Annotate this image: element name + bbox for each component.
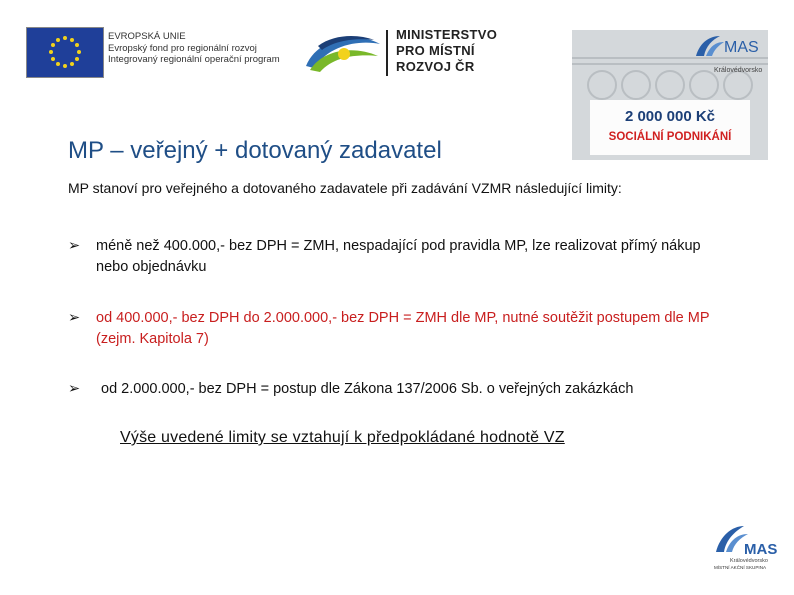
ministry-emblem-icon — [300, 26, 384, 78]
svg-text:Královédvorsko: Královédvorsko — [730, 558, 768, 564]
mas-amount: 2 000 000 Kč — [624, 108, 716, 125]
eu-stars-icon — [27, 28, 103, 77]
eu-line-1: EVROPSKÁ UNIE — [108, 31, 186, 42]
ministry-line-1: MINISTERSTVO — [396, 27, 498, 42]
intro-paragraph: MP stanoví pro veřejného a dotovaného zadavatele při zadávání VZMR následující limity: — [68, 180, 622, 196]
svg-text:MAS: MAS — [744, 541, 778, 558]
svg-text:MÍSTNÍ AKČNÍ SKUPINA: MÍSTNÍ AKČNÍ SKUPINA — [714, 565, 767, 570]
bullet-text-3: od 2.000.000,- bez DPH = postup dle Zákona 137/2006 Sb. o veřejných zakázkách — [101, 381, 634, 397]
eu-flag-logo — [26, 27, 104, 78]
limits-note: Výše uvedené limity se vztahují k předpokládané hodnotě VZ — [120, 429, 565, 446]
eu-line-2: Evropský fond pro regionální rozvoj — [108, 42, 257, 54]
mas-label: SOCIÁLNÍ PODNIKÁNÍ — [608, 131, 732, 143]
arrow-bullet-icon: ➢ — [68, 238, 81, 254]
arrow-bullet-icon: ➢ — [68, 381, 81, 397]
svg-text:Královédvorsko: Královédvorsko — [714, 67, 763, 74]
mas-banner-panel — [590, 100, 750, 155]
mas-logo-icon — [712, 522, 782, 570]
ministry-divider — [386, 30, 388, 76]
eu-program-text — [108, 31, 280, 66]
ministry-line-2: PRO MÍSTNÍ — [396, 43, 475, 58]
bullet-text-1: méně než 400.000,- bez DPH = ZMH, nespadající pod pravidla MP, lze realizovat přímý nákup nebo objednávku — [96, 238, 701, 275]
mas-social-business-banner — [572, 30, 768, 160]
ministry-name — [396, 27, 497, 75]
eu-line-3: Integrovaný regionální operační program — [108, 54, 280, 65]
bullet-text-2: od 400.000,- bez DPH do 2.000.000,- bez DPH = ZMH dle MP, nutné soutěžit postupem dle MP (zejm. Kapitola 7) — [96, 310, 710, 347]
slide-title: MP – veřejný + dotovaný zadavatel — [68, 137, 442, 164]
svg-text:MAS: MAS — [724, 39, 759, 56]
ministry-line-3: ROZVOJ ČR — [396, 59, 475, 74]
arrow-bullet-icon: ➢ — [68, 310, 81, 326]
